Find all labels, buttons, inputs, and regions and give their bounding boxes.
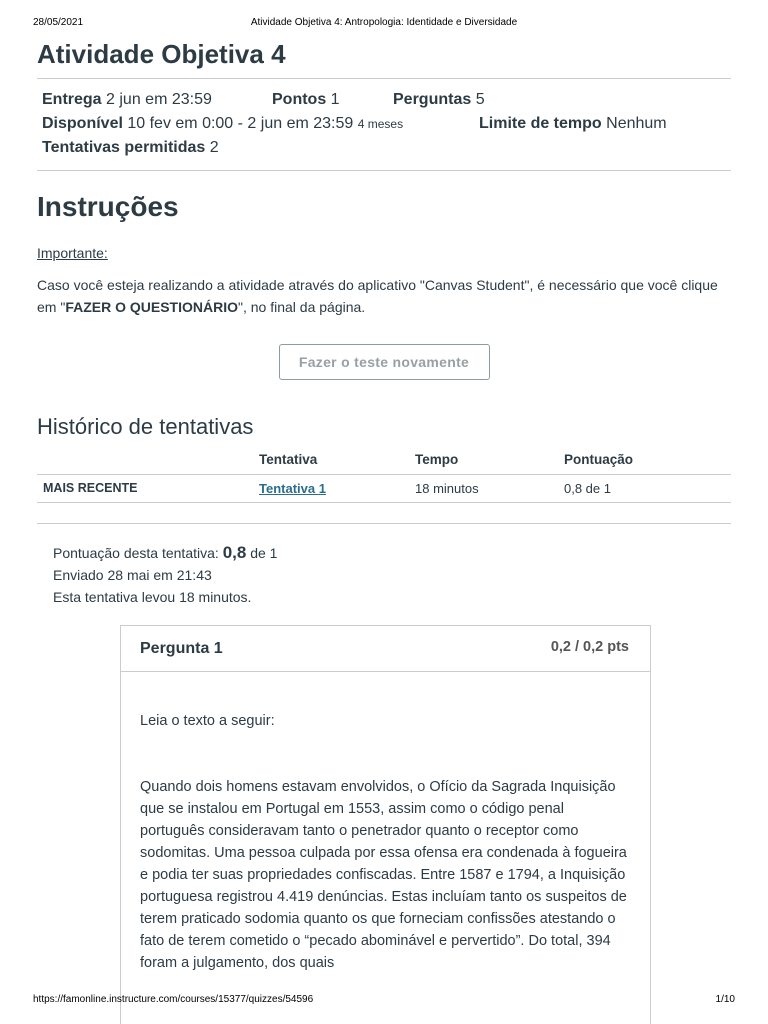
due-date: Entrega 2 jun em 23:59 bbox=[42, 91, 212, 108]
question-text: Quando dois homens estavam envolvidos, o Ofício da Sagrada Inquisição que se instalou em Portugal em 1553, assim como o código penal português consideravam tanto o penetrador quanto o receptor como sodomitas. Uma pessoa culpada por essa ofensa era condenada à fogueira e podia ter suas propriedades confiscadas. Entre 1587 e 1794, a Inquisição portuguesa registrou 4.419 denúncias. Estas incluíam tanto os suspeitos de terem praticado sodomia quanto os que forneciam confissões atestando o fato de terem cometido o “pecado abominável e pervertido”. Do total, 394 foram a julgamento, dos quais bbox=[140, 779, 627, 971]
question-body bbox=[121, 672, 650, 974]
attempt-score: Pontuação desta tentativa: 0,8 de 1 bbox=[53, 542, 278, 562]
question-intro: Leia o texto a seguir: bbox=[140, 713, 275, 729]
attempt-duration: Esta tentativa levou 18 minutos. bbox=[53, 588, 252, 605]
quiz-details bbox=[37, 79, 731, 170]
retake-quiz-button[interactable]: Fazer o teste novamente bbox=[279, 344, 490, 380]
divider bbox=[37, 523, 731, 524]
points: Pontos 1 bbox=[272, 91, 340, 108]
column-header bbox=[37, 446, 259, 474]
attempt-cell bbox=[259, 474, 415, 502]
attempt-history-heading: Histórico de tentativas bbox=[37, 414, 254, 439]
instructions-text: Caso você esteja realizando a atividade através do aplicativo "Canvas Student", é necessário que você clique em "FAZER O QUESTIONÁRIO", no final da página. bbox=[37, 277, 718, 315]
table-header-row bbox=[37, 446, 731, 474]
availability: Disponível 10 fev em 0:00 - 2 jun em 23:59 4 meses bbox=[42, 115, 404, 132]
attempt-summary bbox=[37, 542, 731, 608]
print-page-title: Atividade Objetiva 4: Antropologia: Identidade e Diversidade bbox=[250, 17, 518, 28]
question-card bbox=[120, 625, 651, 1024]
submitted-date: Enviado 28 mai em 21:43 bbox=[53, 566, 212, 583]
print-footer bbox=[33, 994, 735, 1008]
details-row-1 bbox=[42, 88, 731, 112]
questions-count: Perguntas 5 bbox=[393, 91, 485, 108]
column-header-score: Pontuação bbox=[564, 446, 731, 474]
attempt-history-table bbox=[37, 446, 731, 503]
most-recent-label: MAIS RECENTE bbox=[37, 474, 259, 502]
column-header-time: Tempo bbox=[415, 446, 564, 474]
question-header bbox=[121, 626, 650, 672]
retake-container bbox=[37, 344, 731, 380]
print-url: https://famonline.instructure.com/courses/15377/quizzes/54596 bbox=[33, 994, 314, 1005]
question-points: 0,2 / 0,2 pts bbox=[550, 639, 629, 655]
important-label: Importante: bbox=[37, 245, 108, 261]
column-header-attempt: Tentativa bbox=[259, 446, 415, 474]
time-cell: 18 minutos bbox=[415, 474, 564, 502]
details-row-2 bbox=[42, 112, 731, 136]
print-date: 28/05/2021 bbox=[33, 17, 84, 28]
table-row bbox=[37, 474, 731, 502]
divider bbox=[37, 170, 731, 171]
instructions-heading: Instruções bbox=[37, 191, 179, 222]
quiz-content bbox=[37, 38, 731, 608]
attempt-link[interactable]: Tentativa 1 bbox=[259, 480, 326, 496]
time-limit: Limite de tempo Nenhum bbox=[479, 115, 667, 132]
print-header bbox=[33, 17, 735, 31]
quiz-title: Atividade Objetiva 4 bbox=[37, 39, 286, 69]
page-number: 1/10 bbox=[715, 994, 735, 1005]
details-row-3 bbox=[42, 136, 731, 160]
question-title: Pergunta 1 bbox=[140, 640, 223, 657]
allowed-attempts: Tentativas permitidas 2 bbox=[42, 139, 219, 156]
score-cell: 0,8 de 1 bbox=[564, 474, 731, 502]
